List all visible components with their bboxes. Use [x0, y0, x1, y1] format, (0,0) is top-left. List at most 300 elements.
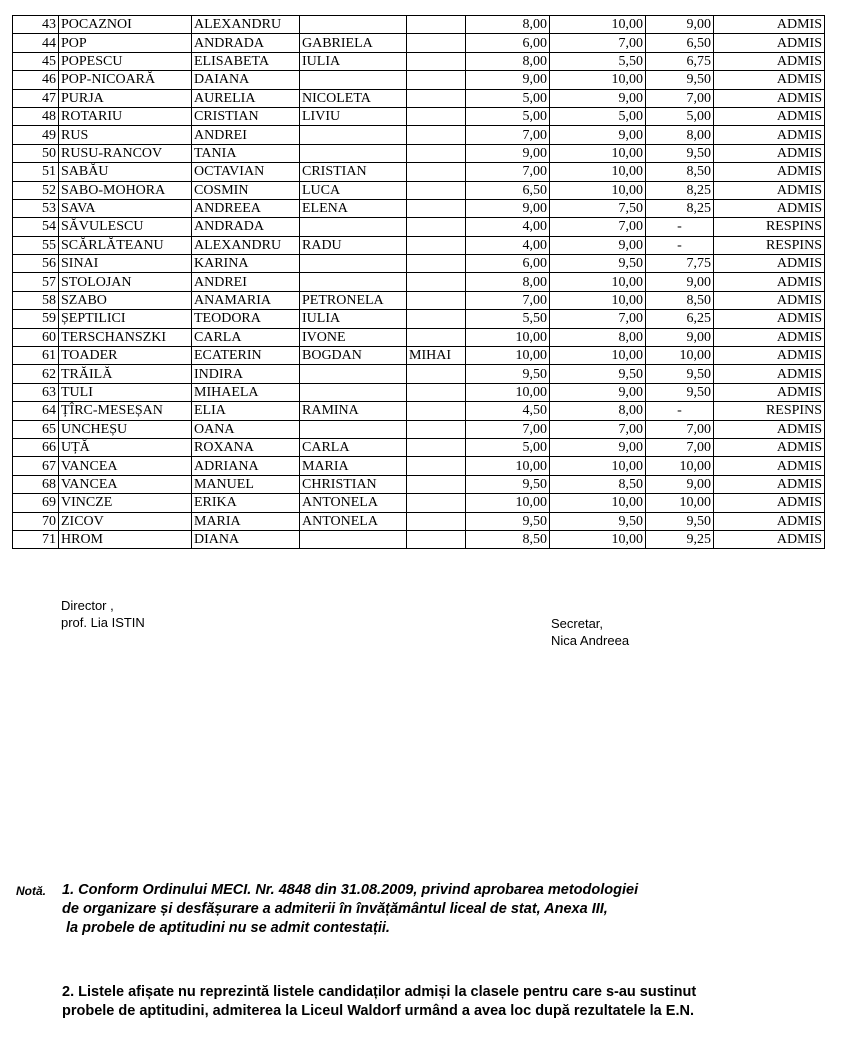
first-name-3 [407, 383, 466, 401]
grade-1: 8,00 [466, 52, 550, 70]
last-name: PURJA [59, 89, 192, 107]
first-name-1: INDIRA [192, 365, 300, 383]
note-2-line-1: 2. Listele afișate nu reprezintă listele candidaților admiși la clasele pentru care s-au sustinut [62, 984, 697, 1000]
first-name-1: OCTAVIAN [192, 163, 300, 181]
average: 7,00 [646, 420, 714, 438]
grade-2: 10,00 [550, 16, 646, 34]
last-name: VANCEA [59, 475, 192, 493]
first-name-1: TEODORA [192, 310, 300, 328]
grade-2: 10,00 [550, 71, 646, 89]
average: 8,50 [646, 163, 714, 181]
first-name-1: ADRIANA [192, 457, 300, 475]
first-name-1: DAIANA [192, 71, 300, 89]
grade-1: 4,50 [466, 402, 550, 420]
grade-2: 8,00 [550, 402, 646, 420]
last-name: POCAZNOI [59, 16, 192, 34]
first-name-3 [407, 255, 466, 273]
grade-2: 9,00 [550, 438, 646, 456]
result-status: RESPINS [714, 236, 825, 254]
table-row [13, 71, 825, 89]
row-number: 62 [13, 365, 59, 383]
last-name: POP [59, 34, 192, 52]
grade-1: 9,50 [466, 512, 550, 530]
first-name-1: ERIKA [192, 494, 300, 512]
table-row [13, 365, 825, 383]
result-status: ADMIS [714, 71, 825, 89]
first-name-2: BOGDAN [300, 347, 407, 365]
first-name-2: LIVIU [300, 107, 407, 125]
first-name-2 [300, 273, 407, 291]
average: 9,00 [646, 16, 714, 34]
note-1 [62, 881, 638, 938]
last-name: STOLOJAN [59, 273, 192, 291]
result-status: ADMIS [714, 16, 825, 34]
first-name-1: MARIA [192, 512, 300, 530]
last-name: UȚĂ [59, 438, 192, 456]
average: 9,50 [646, 512, 714, 530]
average: 10,00 [646, 494, 714, 512]
row-number: 45 [13, 52, 59, 70]
secretar-name: Nica Andreea [551, 633, 630, 648]
table-row [13, 310, 825, 328]
first-name-2: CHRISTIAN [300, 475, 407, 493]
grade-2: 9,50 [550, 255, 646, 273]
table-row [13, 163, 825, 181]
result-status: ADMIS [714, 310, 825, 328]
grade-2: 10,00 [550, 181, 646, 199]
row-number: 55 [13, 236, 59, 254]
first-name-2 [300, 16, 407, 34]
grade-2: 10,00 [550, 457, 646, 475]
result-status: ADMIS [714, 494, 825, 512]
first-name-1: TANIA [192, 144, 300, 162]
row-number: 59 [13, 310, 59, 328]
average: 6,25 [646, 310, 714, 328]
result-status: ADMIS [714, 438, 825, 456]
first-name-1: ANDREI [192, 126, 300, 144]
grade-1: 10,00 [466, 457, 550, 475]
first-name-3 [407, 144, 466, 162]
last-name: VANCEA [59, 457, 192, 475]
grade-1: 9,50 [466, 365, 550, 383]
grade-1: 7,00 [466, 126, 550, 144]
first-name-1: MANUEL [192, 475, 300, 493]
first-name-2 [300, 71, 407, 89]
first-name-1: MIHAELA [192, 383, 300, 401]
table-row [13, 126, 825, 144]
average: 7,00 [646, 89, 714, 107]
table-row [13, 402, 825, 420]
row-number: 61 [13, 347, 59, 365]
first-name-2 [300, 218, 407, 236]
first-name-3 [407, 475, 466, 493]
result-status: RESPINS [714, 402, 825, 420]
grade-2: 8,50 [550, 475, 646, 493]
average: 9,50 [646, 383, 714, 401]
table-row [13, 457, 825, 475]
first-name-3 [407, 273, 466, 291]
grade-1: 6,50 [466, 181, 550, 199]
grade-2: 10,00 [550, 530, 646, 548]
table-row [13, 181, 825, 199]
average: 9,50 [646, 365, 714, 383]
grade-1: 9,00 [466, 71, 550, 89]
row-number: 49 [13, 126, 59, 144]
table-row [13, 383, 825, 401]
last-name: SABĂU [59, 163, 192, 181]
first-name-1: ANDREI [192, 273, 300, 291]
result-status: ADMIS [714, 163, 825, 181]
first-name-3 [407, 402, 466, 420]
first-name-3 [407, 34, 466, 52]
last-name: SABO-MOHORA [59, 181, 192, 199]
average: 9,00 [646, 273, 714, 291]
row-number: 64 [13, 402, 59, 420]
grade-1: 9,50 [466, 475, 550, 493]
first-name-1: ANAMARIA [192, 291, 300, 309]
result-status: RESPINS [714, 218, 825, 236]
first-name-3 [407, 199, 466, 217]
first-name-3 [407, 107, 466, 125]
grade-1: 4,00 [466, 236, 550, 254]
average: - [646, 236, 714, 254]
row-number: 47 [13, 89, 59, 107]
result-status: ADMIS [714, 347, 825, 365]
row-number: 71 [13, 530, 59, 548]
table-row [13, 291, 825, 309]
last-name: HROM [59, 530, 192, 548]
last-name: TULI [59, 383, 192, 401]
first-name-2: MARIA [300, 457, 407, 475]
first-name-1: ALEXANDRU [192, 236, 300, 254]
grade-1: 6,00 [466, 34, 550, 52]
grade-2: 7,50 [550, 199, 646, 217]
first-name-3 [407, 328, 466, 346]
row-number: 67 [13, 457, 59, 475]
first-name-1: DIANA [192, 530, 300, 548]
average: 8,50 [646, 291, 714, 309]
result-status: ADMIS [714, 273, 825, 291]
row-number: 53 [13, 199, 59, 217]
last-name: TOADER [59, 347, 192, 365]
result-status: ADMIS [714, 255, 825, 273]
first-name-2 [300, 144, 407, 162]
grade-2: 9,00 [550, 236, 646, 254]
first-name-3 [407, 89, 466, 107]
result-status: ADMIS [714, 199, 825, 217]
first-name-3 [407, 181, 466, 199]
row-number: 56 [13, 255, 59, 273]
secretar-signature [551, 615, 629, 649]
first-name-2: IULIA [300, 52, 407, 70]
grade-2: 7,00 [550, 310, 646, 328]
average: 10,00 [646, 457, 714, 475]
grade-2: 9,00 [550, 383, 646, 401]
last-name: RUS [59, 126, 192, 144]
first-name-2: NICOLETA [300, 89, 407, 107]
average: 8,25 [646, 181, 714, 199]
first-name-3 [407, 438, 466, 456]
first-name-1: CARLA [192, 328, 300, 346]
first-name-1: ELIA [192, 402, 300, 420]
first-name-2: CRISTIAN [300, 163, 407, 181]
first-name-3 [407, 365, 466, 383]
grade-1: 7,00 [466, 163, 550, 181]
grade-2: 7,00 [550, 218, 646, 236]
result-status: ADMIS [714, 52, 825, 70]
first-name-2 [300, 365, 407, 383]
table-row [13, 89, 825, 107]
first-name-3 [407, 236, 466, 254]
result-status: ADMIS [714, 34, 825, 52]
table-row [13, 52, 825, 70]
table-row [13, 16, 825, 34]
first-name-1: ECATERIN [192, 347, 300, 365]
average: 8,00 [646, 126, 714, 144]
grade-2: 8,00 [550, 328, 646, 346]
average: 6,75 [646, 52, 714, 70]
table-row [13, 347, 825, 365]
note-1-line-1: 1. Conform Ordinului MECI. Nr. 4848 din 31.08.2009, privind aprobarea metodologiei [62, 882, 639, 898]
grade-1: 9,00 [466, 199, 550, 217]
grade-2: 10,00 [550, 144, 646, 162]
first-name-2: ANTONELA [300, 512, 407, 530]
first-name-1: ANDRADA [192, 34, 300, 52]
last-name: SCĂRLĂTEANU [59, 236, 192, 254]
note-label: Notă. [16, 884, 46, 898]
result-status: ADMIS [714, 126, 825, 144]
table-row [13, 255, 825, 273]
table-row [13, 475, 825, 493]
row-number: 52 [13, 181, 59, 199]
average: 10,00 [646, 347, 714, 365]
result-status: ADMIS [714, 181, 825, 199]
grade-2: 10,00 [550, 163, 646, 181]
average: 9,00 [646, 475, 714, 493]
first-name-3 [407, 530, 466, 548]
table-row [13, 512, 825, 530]
grade-2: 5,50 [550, 52, 646, 70]
first-name-3: MIHAI [407, 347, 466, 365]
first-name-1: ALEXANDRU [192, 16, 300, 34]
first-name-3 [407, 52, 466, 70]
first-name-2: IVONE [300, 328, 407, 346]
first-name-3 [407, 291, 466, 309]
first-name-2: LUCA [300, 181, 407, 199]
table-row [13, 494, 825, 512]
first-name-2 [300, 383, 407, 401]
first-name-1: ROXANA [192, 438, 300, 456]
row-number: 63 [13, 383, 59, 401]
director-name: prof. Lia ISTIN [61, 615, 145, 630]
note-1-line-3: la probele de aptitudini nu se admit contestații. [62, 920, 390, 936]
table-row [13, 144, 825, 162]
grade-2: 10,00 [550, 291, 646, 309]
grade-1: 5,50 [466, 310, 550, 328]
result-status: ADMIS [714, 144, 825, 162]
result-status: ADMIS [714, 89, 825, 107]
grade-1: 8,00 [466, 16, 550, 34]
first-name-2: RADU [300, 236, 407, 254]
grade-2: 10,00 [550, 494, 646, 512]
grade-2: 7,00 [550, 34, 646, 52]
average: 7,75 [646, 255, 714, 273]
results-table [12, 15, 825, 549]
last-name: SZABO [59, 291, 192, 309]
average: 7,00 [646, 438, 714, 456]
average: 9,25 [646, 530, 714, 548]
grade-1: 4,00 [466, 218, 550, 236]
row-number: 57 [13, 273, 59, 291]
row-number: 43 [13, 16, 59, 34]
table-row [13, 530, 825, 548]
first-name-3 [407, 420, 466, 438]
grade-1: 10,00 [466, 347, 550, 365]
first-name-1: COSMIN [192, 181, 300, 199]
note-2-line-2: probele de aptitudini, admiterea la Liceul Waldorf urmând a avea loc după rezultatele la E.N. [62, 1003, 694, 1019]
first-name-2: ANTONELA [300, 494, 407, 512]
first-name-2 [300, 126, 407, 144]
grade-1: 10,00 [466, 494, 550, 512]
grade-2: 9,00 [550, 89, 646, 107]
grade-1: 6,00 [466, 255, 550, 273]
first-name-3 [407, 512, 466, 530]
first-name-2: CARLA [300, 438, 407, 456]
first-name-2: PETRONELA [300, 291, 407, 309]
grade-2: 5,00 [550, 107, 646, 125]
average: 5,00 [646, 107, 714, 125]
first-name-1: ANDRADA [192, 218, 300, 236]
first-name-1: ELISABETA [192, 52, 300, 70]
first-name-3 [407, 457, 466, 475]
first-name-1: OANA [192, 420, 300, 438]
last-name: ZICOV [59, 512, 192, 530]
first-name-3 [407, 218, 466, 236]
first-name-3 [407, 310, 466, 328]
table-row [13, 438, 825, 456]
row-number: 60 [13, 328, 59, 346]
table-row [13, 199, 825, 217]
row-number: 48 [13, 107, 59, 125]
grade-1: 10,00 [466, 383, 550, 401]
row-number: 66 [13, 438, 59, 456]
result-status: ADMIS [714, 457, 825, 475]
first-name-1: ANDREEA [192, 199, 300, 217]
row-number: 46 [13, 71, 59, 89]
result-status: ADMIS [714, 383, 825, 401]
grade-1: 9,00 [466, 144, 550, 162]
last-name: ROTARIU [59, 107, 192, 125]
row-number: 54 [13, 218, 59, 236]
grade-1: 10,00 [466, 328, 550, 346]
note-1-line-2: de organizare și desfășurare a admiterii în învățământul liceal de stat, Anexa III, [62, 901, 608, 917]
row-number: 69 [13, 494, 59, 512]
first-name-2: IULIA [300, 310, 407, 328]
grade-1: 7,00 [466, 291, 550, 309]
result-status: ADMIS [714, 475, 825, 493]
row-number: 44 [13, 34, 59, 52]
last-name: RUSU-RANCOV [59, 144, 192, 162]
grade-2: 9,50 [550, 512, 646, 530]
last-name: TERSCHANSZKI [59, 328, 192, 346]
last-name: SINAI [59, 255, 192, 273]
grade-2: 7,00 [550, 420, 646, 438]
table-row [13, 273, 825, 291]
result-status: ADMIS [714, 365, 825, 383]
table-row [13, 107, 825, 125]
row-number: 50 [13, 144, 59, 162]
note-2 [62, 983, 696, 1021]
grade-2: 10,00 [550, 273, 646, 291]
grade-1: 8,50 [466, 530, 550, 548]
first-name-1: AURELIA [192, 89, 300, 107]
secretar-title: Secretar, [551, 616, 604, 631]
first-name-2 [300, 530, 407, 548]
first-name-3 [407, 16, 466, 34]
grade-1: 8,00 [466, 273, 550, 291]
table-row [13, 218, 825, 236]
first-name-2: GABRIELA [300, 34, 407, 52]
average: 6,50 [646, 34, 714, 52]
table-row [13, 236, 825, 254]
grade-2: 10,00 [550, 347, 646, 365]
last-name: ȚÎRC-MESEȘAN [59, 402, 192, 420]
last-name: POPESCU [59, 52, 192, 70]
average: 9,00 [646, 328, 714, 346]
result-status: ADMIS [714, 420, 825, 438]
table-row [13, 34, 825, 52]
row-number: 51 [13, 163, 59, 181]
result-status: ADMIS [714, 291, 825, 309]
last-name: VINCZE [59, 494, 192, 512]
average: 9,50 [646, 144, 714, 162]
last-name: SAVA [59, 199, 192, 217]
first-name-2: ELENA [300, 199, 407, 217]
average: 8,25 [646, 199, 714, 217]
first-name-3 [407, 163, 466, 181]
director-title: Director , [61, 598, 114, 613]
result-status: ADMIS [714, 328, 825, 346]
result-status: ADMIS [714, 530, 825, 548]
table-body [13, 16, 825, 549]
last-name: ȘEPTILICI [59, 310, 192, 328]
row-number: 70 [13, 512, 59, 530]
grade-2: 9,00 [550, 126, 646, 144]
grade-1: 5,00 [466, 107, 550, 125]
grade-1: 5,00 [466, 438, 550, 456]
grade-1: 7,00 [466, 420, 550, 438]
grade-2: 9,50 [550, 365, 646, 383]
first-name-1: CRISTIAN [192, 107, 300, 125]
row-number: 68 [13, 475, 59, 493]
first-name-2 [300, 420, 407, 438]
result-status: ADMIS [714, 107, 825, 125]
table-row [13, 420, 825, 438]
table-row [13, 328, 825, 346]
grade-1: 5,00 [466, 89, 550, 107]
average: 9,50 [646, 71, 714, 89]
average: - [646, 218, 714, 236]
last-name: SĂVULESCU [59, 218, 192, 236]
last-name: POP-NICOARĂ [59, 71, 192, 89]
first-name-3 [407, 494, 466, 512]
first-name-1: KARINA [192, 255, 300, 273]
first-name-3 [407, 126, 466, 144]
first-name-2: RAMINA [300, 402, 407, 420]
row-number: 65 [13, 420, 59, 438]
first-name-3 [407, 71, 466, 89]
director-signature [61, 597, 145, 631]
